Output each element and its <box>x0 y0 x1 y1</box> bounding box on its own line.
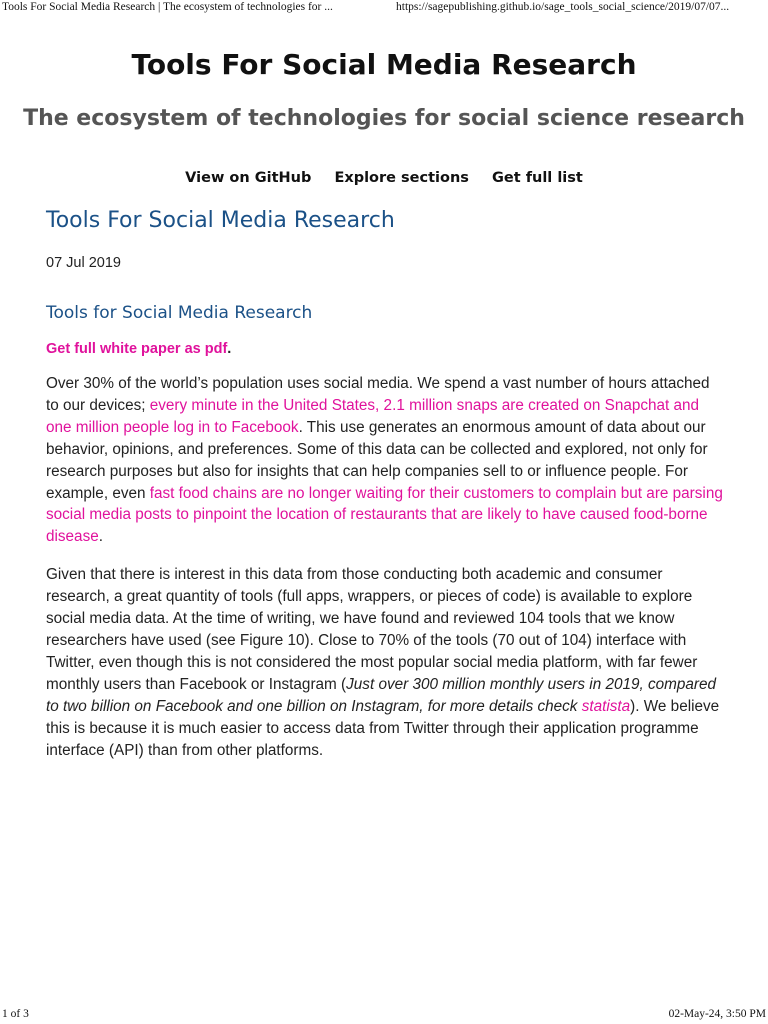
p2-text-2: ). We believe this is because it is much easier to access data from Twitter through their application programme interface (API) than from other platforms. <box>46 697 720 759</box>
snapchat-stats-link[interactable]: every minute in the United States, 2.1 million snaps are created on Snapchat and one million people log in to Facebook <box>46 396 700 436</box>
post-content <box>46 205 726 761</box>
post-date: 07 Jul 2019 <box>46 255 121 271</box>
p1-text-3: . <box>98 528 103 546</box>
print-header-url: https://sagepublishing.github.io/sage_tools_social_science/2019/07/07... <box>396 1 730 13</box>
view-on-github-link[interactable]: View on GitHub <box>185 170 312 186</box>
explore-sections-link[interactable]: Explore sections <box>334 170 469 186</box>
pdf-line-period: . <box>227 341 232 357</box>
pdf-line <box>46 341 726 357</box>
section-title: Tools for Social Media Research <box>46 303 313 323</box>
top-nav <box>0 170 768 186</box>
page-counter: 1 of 3 <box>2 1008 29 1020</box>
p1-text-2: . This use generates an enormous amount of data about our behavior, opinions, and preferences. Some of this data can be collected and explored, not only for research purposes but also for insights that can help companies sell to or influence people. For example, even <box>46 418 708 502</box>
white-paper-pdf-link[interactable]: Get full white paper as pdf <box>46 341 228 357</box>
print-header-title: Tools For Social Media Research | The ecosystem of technologies for ... <box>2 1 333 13</box>
p1-text-1: Over 30% of the world’s population uses social media. We spend a vast number of hours attached to our devices; <box>46 375 710 414</box>
p2-italic-text: Just over 300 million monthly users in 2019, compared to two billion on Facebook and one billion on Instagram, for more details check <box>46 675 716 715</box>
p2-text-1: Given that there is interest in this data from those conducting both academic and consumer research, a great quantity of tools (full apps, wrappers, or pieces of code) is available to explore social media data. At the time of writing, we have found and reviewed 104 tools that we know researchers have used (see Figure 10). Close to 70% of the tools (70 out of 104) interface with Twitter, even though this is not considered the most popular social media platform, with far fewer monthly users than Facebook or Instagram ( <box>46 566 698 693</box>
paragraph-2 <box>46 564 726 761</box>
print-date: 02-May-24, 3:50 PM <box>668 1008 766 1020</box>
print-footer <box>0 1006 768 1024</box>
print-header <box>0 0 768 18</box>
statista-link[interactable]: statista <box>581 697 631 715</box>
fast-food-article-link[interactable]: fast food chains are no longer waiting for their customers to complain but are parsing social media posts to pinpoint the location of restaurants that are likely to have caused food-borne disease <box>46 484 723 546</box>
post-title: Tools For Social Media Research <box>46 208 395 233</box>
get-full-list-link[interactable]: Get full list <box>491 170 583 186</box>
paragraph-1 <box>46 373 726 548</box>
site-subtitle: The ecosystem of technologies for social science research <box>23 106 745 131</box>
site-title[interactable]: Tools For Social Media Research <box>131 48 637 81</box>
